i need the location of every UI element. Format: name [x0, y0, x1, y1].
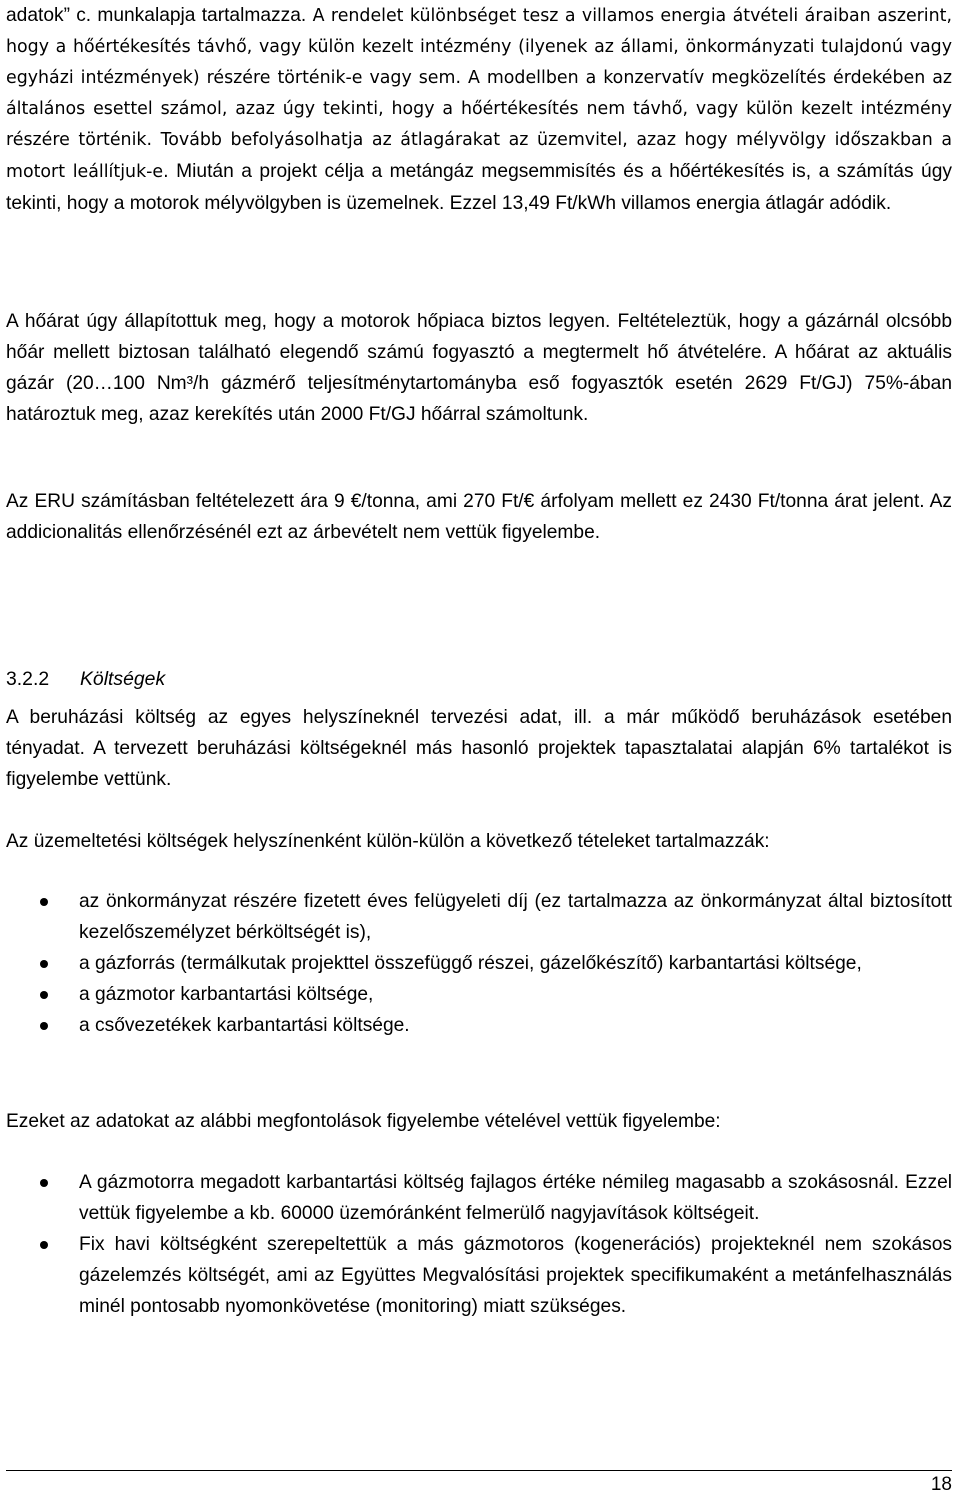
paragraph-electricity-price-tail: Miután a projekt célja a metángáz megsemmisítés és a hőértékesítés is, a számítás úgy tekinti, hogy a motorok mélyvölgyben is üzemelnek. Ezzel 13,49 Ft/kWh villamos energia átlagár adódik. [6, 161, 952, 214]
bullet-icon [40, 898, 48, 906]
paragraph-operating-cost-intro: Az üzemeltetési költségek helyszínenként külön-külön a következő tételeket tartalmazzák: [6, 831, 770, 852]
list-item-text: a gázmotor karbantartási költsége, [79, 984, 374, 1005]
bullet-icon [40, 991, 48, 999]
section-number: 3.2.2 [6, 668, 50, 690]
paragraph-electricity-price-body: A rendelet különbséget tesz a villamos energia átvételi áraiban aszerint, hogy a hőértékesítés távhő, vagy külön kezelt intézmény (ilyenek az állami, önkormányzati tulajdonú vagy egyházi intézmények) részére történik-e vagy sem. A modellben a konzervatív megközelítés érdekében az általános esettel számol, azaz úgy tekinti, hogy a hőértékesítés nem távhő, vagy külön kezelt intézmény részére történik. Tovább befolyásolhatja az átlagárakat az üzemvitel, azaz hogy mélyvölgy időszakban a motort leállítjuk-e. [6, 6, 952, 182]
list-item [6, 979, 952, 1010]
bullet-icon [40, 1179, 48, 1187]
list-item [6, 948, 952, 979]
eru-text-b: /tonna, ami 270 Ft/ [361, 491, 524, 512]
footer-rule [6, 1470, 952, 1471]
euro-symbol: € [523, 491, 535, 512]
paragraph-investment-cost: A beruházási költség az egyes helyszíneknél tervezési adat, ill. a már működő beruházások esetében tényadat. A tervezett beruházási költségeknél más hasonló projektek tapasztalatai alapján 6% tartalékot is figyelembe vettünk. [6, 707, 952, 790]
paragraph-eru-price [6, 486, 952, 548]
list-item [6, 1229, 952, 1322]
list-item-text: az önkormányzat részére fizetett éves felügyeleti díj (ez tartalmazza az önkormányzat által biztosított kezelőszemélyzet bérköltségét is), [79, 891, 952, 943]
list-item-text: a csővezetékek karbantartási költsége. [79, 1015, 410, 1036]
bullet-icon [40, 960, 48, 968]
operating-cost-list [6, 886, 952, 1041]
considerations-list [6, 1167, 952, 1322]
paragraph-electricity-price-lead: adatok” c. munkalapja tartalmazza. [6, 5, 307, 26]
list-item-text: a gázforrás (termálkutak projekttel összefüggő részei, gázelőkészítő) karbantartási költsége, [79, 953, 862, 974]
section-heading [6, 664, 952, 695]
bullet-icon [40, 1022, 48, 1030]
list-item [6, 1167, 952, 1229]
paragraph-heat-price: A hőárat úgy állapítottuk meg, hogy a motorok hőpiaca biztos legyen. Feltételeztük, hogy a gázárnál olcsóbb hőár mellett biztosan található elegendő számú fogyasztó a megtermelt hő átvételére. A hőárat az aktuális gázár (20…100 Nm³/h gázmérő teljesítménytartományba eső fogyasztók esetén 2629 Ft/GJ) 75%-ában határoztuk meg, azaz kerekítés után 2000 Ft/GJ hőárral számoltunk. [6, 311, 952, 425]
list-item [6, 1010, 952, 1041]
page-number: 18 [930, 1474, 952, 1495]
list-item-text: Fix havi költségként szerepeltettük a más gázmotoros (kogenerációs) projekteknél nem szokásos gázelemzés költségét, ami az Együttes Megvalósítási projektek specifikumaként a metánfelhasználás minél pontosabb nyomonkövetése (monitoring) miatt szükséges. [79, 1234, 952, 1317]
eru-text-a: Az ERU számításban feltételezett ára 9 [6, 491, 345, 512]
paragraph-electricity-price [6, 0, 952, 219]
section-title: Költségek [80, 668, 166, 690]
euro-symbol: € [350, 491, 362, 512]
paragraph-considerations-intro: Ezeket az adatokat az alábbi megfontolások figyelembe vételével vettük figyelembe: [6, 1111, 721, 1132]
eru-text-c: árfolyam mellett ez 2430 Ft/tonna árat jelent. Az addicionalitás ellenőrzésénél ezt az árbevételt nem vettük figyelembe. [6, 491, 953, 543]
list-item-text: A gázmotorra megadott karbantartási költség fajlagos értéke némileg magasabb a szokásosnál. Ezzel vettük figyelembe a kb. 60000 üzemóránként felmerülő nagyjavítások költségeit. [79, 1172, 952, 1224]
bullet-icon [40, 1241, 48, 1249]
list-item [6, 886, 952, 948]
